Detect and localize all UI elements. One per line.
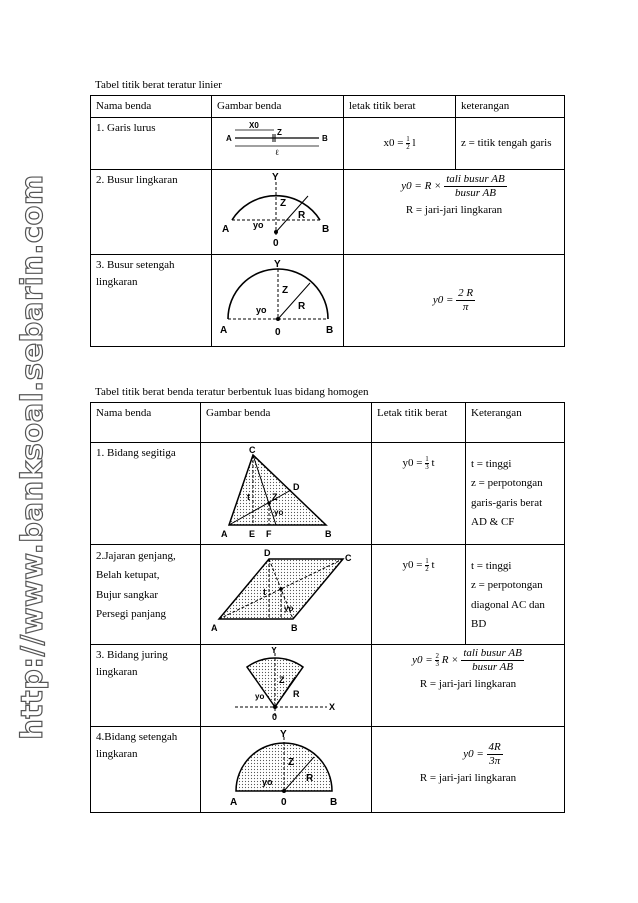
watermark: http://www.banksoal.sebarin.com xyxy=(15,174,49,740)
table-row xyxy=(91,545,565,645)
fig-label-d: D xyxy=(293,482,300,492)
table2-header-note: Keterangan xyxy=(466,403,565,443)
row-name: 1. Garis lurus xyxy=(91,118,212,170)
formula-cell xyxy=(372,443,466,545)
table-row xyxy=(91,255,565,347)
row-note: t = tinggi z = perpotongan garis-garis berat AD & CF xyxy=(466,443,565,545)
fig-label-z: Z xyxy=(276,128,282,138)
table2-header-location: Letak titik berat xyxy=(372,403,466,443)
fig-label-y0: yo xyxy=(252,220,264,231)
table-row xyxy=(91,727,565,813)
fig-label-a: A xyxy=(221,224,229,236)
fig-label-y0: yo xyxy=(262,777,273,787)
formula: y0 = $\frac{2 R}{\pi}$ xyxy=(432,286,474,314)
fig-label-origin: 0 xyxy=(281,797,287,808)
fig-label-c: C xyxy=(249,445,256,455)
fig-label-l: ℓ xyxy=(274,148,279,158)
formula: y0 = $\frac{2}{3}$ R × $\frac{\text{tali busur AB}}{\text{busur AB}}$ xyxy=(412,647,522,674)
fig-label-origin: 0 xyxy=(272,712,278,722)
fig-label-y0: yo xyxy=(284,604,294,613)
fig-label-c: C xyxy=(345,553,352,563)
fig-label-d: D xyxy=(264,548,271,558)
formula-note: R = jari-jari lingkaran xyxy=(405,204,503,217)
table2-header-name: Nama benda xyxy=(91,403,201,443)
formula-cell xyxy=(344,170,565,255)
table1-title: Tabel titik berat teratur linier xyxy=(95,79,222,91)
row-name: 2. Busur lingkaran xyxy=(91,170,212,255)
figure-sector xyxy=(201,645,372,727)
formula: x0 = $\frac{1}{2}$ l xyxy=(383,134,416,151)
fig-label-z: Z xyxy=(279,198,286,210)
figure-arc xyxy=(212,170,344,255)
table2-header-row xyxy=(91,403,565,443)
table1-header-location: letak titik berat xyxy=(344,96,456,118)
table-row xyxy=(91,170,565,255)
fig-label-a: A xyxy=(230,797,238,808)
fig-label-y: Y xyxy=(271,647,278,655)
fig-label-t: t xyxy=(263,587,266,597)
fig-label-a: A xyxy=(219,325,227,337)
row-name: 4.Bidang setengah lingkaran xyxy=(91,727,201,813)
row-name: 3. Bidang juring lingkaran xyxy=(91,645,201,727)
fig-label-z: Z xyxy=(288,757,295,768)
fig-label-x: X xyxy=(329,702,336,712)
figure-semicircle-arc xyxy=(212,255,344,347)
fig-label-x0: X0 xyxy=(248,121,259,131)
formula-cell xyxy=(372,727,565,813)
formula: y0 = $\frac{4R}{3\pi}$ xyxy=(463,741,501,768)
row-note: t = tinggi z = perpotongan diagonal AC dan BD xyxy=(466,545,565,645)
fig-label-y0: yo xyxy=(274,508,284,517)
formula-note: R = jari-jari lingkaran xyxy=(419,678,517,691)
fig-label-y: Y xyxy=(280,729,287,740)
table2-title: Tabel titik berat benda teratur berbentuk luas bidang homogen xyxy=(95,386,369,398)
table-linear xyxy=(90,95,565,347)
fig-label-t: t xyxy=(247,492,250,502)
formula-cell xyxy=(372,545,466,645)
table-row xyxy=(91,118,565,170)
row-note: z = titik tengah garis xyxy=(456,118,565,170)
formula: y0 = $\frac{1}{2}$ t xyxy=(402,556,435,573)
fig-label-b: B xyxy=(291,623,298,633)
table-row xyxy=(91,443,565,545)
fig-label-origin: 0 xyxy=(272,238,279,249)
fig-label-a: A xyxy=(225,134,232,144)
figure-triangle xyxy=(201,443,372,545)
formula-cell xyxy=(344,118,456,170)
figure-parallelogram xyxy=(201,545,372,645)
row-name: 2.Jajaran genjang, Belah ketupat, Bujur sangkar Persegi panjang xyxy=(91,545,201,645)
fig-label-r: R xyxy=(297,301,305,313)
fig-label-y: Y xyxy=(273,259,281,271)
table1-header-name: Nama benda xyxy=(91,96,212,118)
fig-label-r: R xyxy=(306,773,314,784)
fig-label-a: A xyxy=(221,529,228,539)
formula: y0 = $\frac{1}{3}$ t xyxy=(402,454,435,471)
formula: y0 = R × $\frac{\text{tali busur AB}}{\text{busur AB}}$ xyxy=(401,173,505,200)
fig-label-origin: 0 xyxy=(274,327,281,339)
table1-header-row xyxy=(91,96,565,118)
row-name: 1. Bidang segitiga xyxy=(91,443,201,545)
table1-header-note: keterangan xyxy=(456,96,565,118)
formula-note: R = jari-jari lingkaran xyxy=(419,772,517,785)
fig-label-b: B xyxy=(330,797,338,808)
fig-label-r: R xyxy=(293,689,300,699)
fig-label-z: Z xyxy=(272,492,278,502)
fig-label-a: A xyxy=(211,623,218,633)
fig-label-y: Y xyxy=(271,172,279,184)
fig-label-z: Z xyxy=(281,285,288,297)
fig-label-e: E xyxy=(249,529,256,539)
fig-label-r: R xyxy=(297,210,305,222)
fig-label-b: B xyxy=(325,325,333,337)
fig-label-b: B xyxy=(325,529,332,539)
table-area xyxy=(90,402,565,813)
fig-label-y0: yo xyxy=(255,305,267,316)
formula-cell xyxy=(372,645,565,727)
fig-label-b: B xyxy=(321,224,329,236)
fig-label-f: F xyxy=(266,529,272,539)
figure-semicircle xyxy=(201,727,372,813)
fig-label-y0: yo xyxy=(255,692,265,701)
figure-straight-line xyxy=(212,118,344,170)
row-name: 3. Busur setengah lingkaran xyxy=(91,255,212,347)
formula-cell xyxy=(344,255,565,347)
table1-header-figure: Gambar benda xyxy=(212,96,344,118)
fig-label-z: Z xyxy=(279,675,285,685)
table2-header-figure: Gambar benda xyxy=(201,403,372,443)
table-row xyxy=(91,645,565,727)
fig-label-b: B xyxy=(321,134,328,144)
